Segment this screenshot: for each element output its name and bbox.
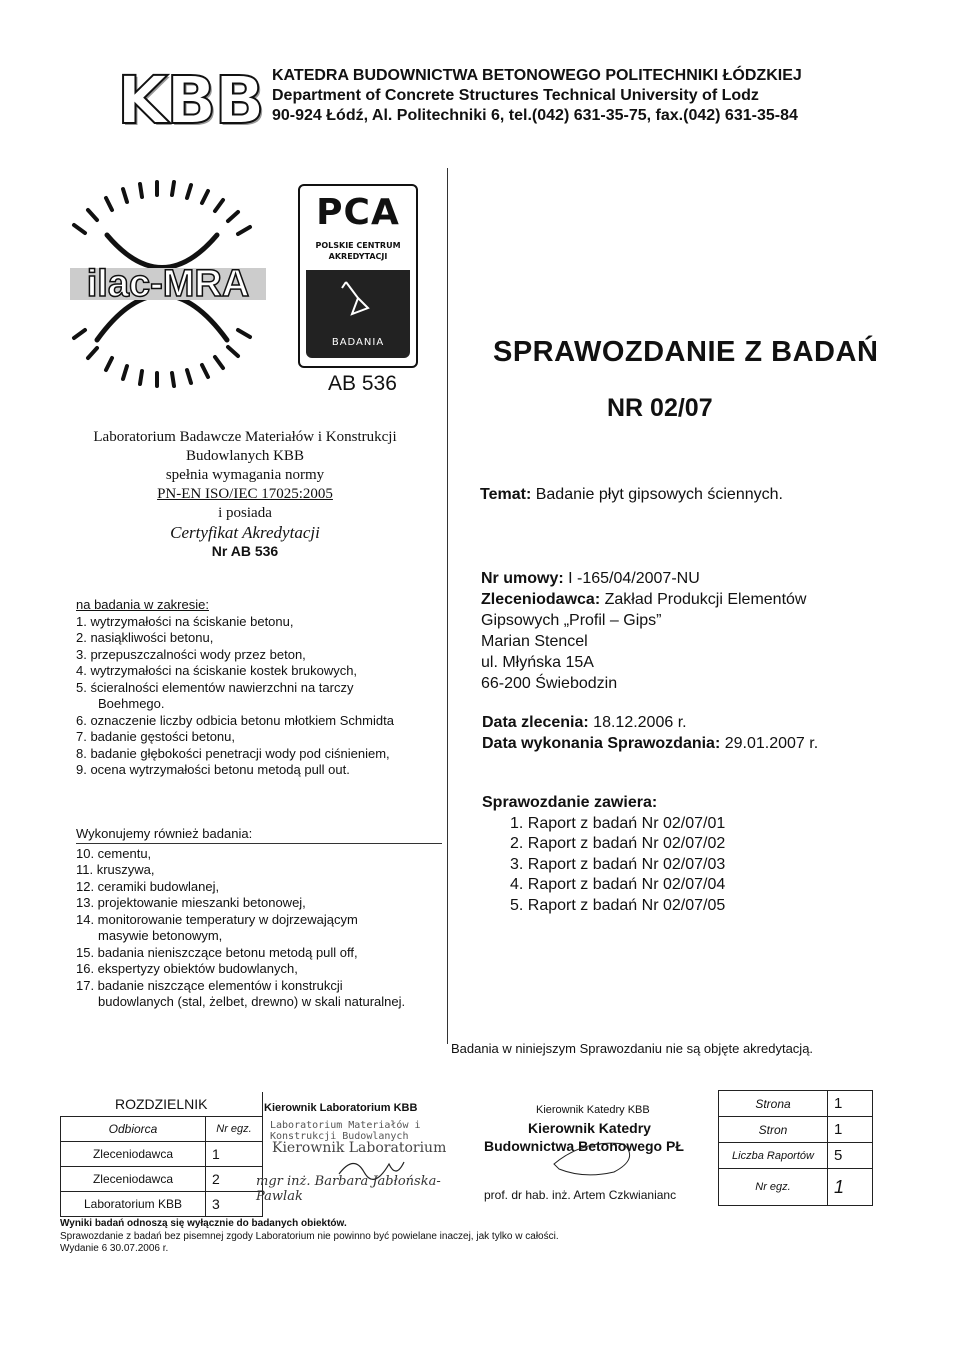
accreditation-note: Badania w niniejszym Sprawozdaniu nie są objęte akredytacją. xyxy=(451,1041,814,1056)
pca-sub-line2: AKREDYTACJI xyxy=(328,252,388,261)
contents-heading: Sprawozdanie zawiera: xyxy=(482,794,658,811)
list-item: 1. wytrzymałości na ściskanie betonu, xyxy=(76,613,294,629)
list-item: 13. projektowanie mieszanki betonowej, xyxy=(76,895,306,910)
ilac-text: ilac-MRA xyxy=(86,263,250,305)
list-item: 12. ceramiki budowlanej, xyxy=(76,878,220,894)
lab-line: i posiada xyxy=(218,505,272,521)
lab-line: Budowlanych KBB xyxy=(186,448,304,464)
order-date-label: Data zlecenia: xyxy=(482,714,589,731)
table-cell: Laboratorium KBB xyxy=(61,1192,206,1217)
table-cell: Zleceniodawca xyxy=(61,1142,206,1167)
meta-label: Strona xyxy=(719,1091,828,1117)
footnote: Wyniki badań odnoszą się wyłącznie do badanych obiektów. xyxy=(60,1218,347,1229)
client-line: Gipsowych „Profil – Gips” xyxy=(481,612,662,629)
institution-header xyxy=(272,66,802,126)
column-divider xyxy=(447,168,448,1044)
lab-certificate: Certyfikat Akredytacji xyxy=(170,523,320,542)
table-row xyxy=(719,1143,873,1169)
footnotes xyxy=(60,1218,559,1256)
meta-label: Liczba Raportów xyxy=(719,1143,828,1169)
pca-badania: BADANIA xyxy=(331,337,385,348)
list-item: budowlanych (stal, żelbet, drewno) w skali naturalnej. xyxy=(98,994,406,1009)
table-row xyxy=(61,1142,263,1167)
order-date-value: 18.12.2006 r. xyxy=(593,714,687,731)
table-cell: Zleceniodawca xyxy=(61,1167,206,1192)
pca-title: PCA xyxy=(316,192,400,233)
list-item: 4. Raport z badań Nr 02/07/04 xyxy=(510,876,726,893)
also-list xyxy=(76,826,442,1011)
list-item: 9. ocena wytrzymałości betonu metodą pull out. xyxy=(76,762,350,777)
distribution-table xyxy=(60,1092,263,1217)
client-line: ul. Młyńska 15A xyxy=(481,654,594,671)
list-item: masywie betonowym, xyxy=(98,928,223,943)
column-header: Nr egz. xyxy=(206,1117,263,1142)
client-label: Zleceniodawca: xyxy=(481,591,601,608)
list-item: 2. nasiąkliwości betonu, xyxy=(76,630,214,645)
subject-label: Temat: xyxy=(480,486,532,503)
lab-standard: PN-EN ISO/IEC 17025:2005 xyxy=(157,486,333,502)
accreditation-number: AB 536 xyxy=(328,372,397,395)
client-value: Zakład Produkcji Elementów xyxy=(604,591,807,608)
flask-icon xyxy=(306,270,410,330)
list-item: 1. Raport z badań Nr 02/07/01 xyxy=(510,814,726,832)
contract-label: Nr umowy: xyxy=(481,570,564,587)
list-item: 5. ścieralności elementów nawierzchni na tarczy xyxy=(76,679,354,695)
table-row xyxy=(61,1167,263,1192)
signature-scribble xyxy=(544,1134,654,1184)
list-item: 2. Raport z badań Nr 02/07/02 xyxy=(510,835,726,852)
report-title: SPRAWOZDANIE Z BADAŃ xyxy=(493,336,879,368)
list-item: 3. Raport z badań Nr 02/07/03 xyxy=(510,855,726,873)
lab-manager-signature xyxy=(256,1094,486,1212)
list-item: 7. badanie gęstości betonu, xyxy=(76,729,236,744)
meta-value: 1 xyxy=(828,1091,873,1117)
list-item: 14. monitorowanie temperatury w dojrzewającym xyxy=(76,911,358,927)
dept-head-signature xyxy=(484,1094,718,1212)
report-subject xyxy=(480,486,783,504)
meta-value: 1 xyxy=(828,1169,873,1206)
list-item: 10. cementu, xyxy=(76,845,152,861)
pca-logo xyxy=(298,184,418,368)
list-item: Boehmego. xyxy=(98,696,165,711)
scope-list xyxy=(76,597,394,779)
report-number: NR 02/07 xyxy=(607,394,713,422)
column-header: Odbiorca xyxy=(61,1117,206,1142)
lab-line: Laboratorium Badawcze Materiałów i Konstrukcji xyxy=(93,429,397,445)
list-item: 4. wytrzymałości na ściskanie kostek brukowych, xyxy=(76,663,358,678)
table-cell: 3 xyxy=(206,1192,263,1217)
ilac-mra-logo xyxy=(52,180,282,390)
dept-head-header: Kierownik Katedry KBB xyxy=(536,1104,650,1116)
meta-value: 1 xyxy=(828,1117,873,1143)
dept-stamp-line: Budownictwa Betonowego PŁ xyxy=(484,1138,684,1154)
client-info xyxy=(481,568,806,694)
table-cell: 1 xyxy=(206,1142,263,1167)
report-contents xyxy=(482,793,725,916)
list-item: 6. oznaczenie liczby odbicia betonu młotkiem Schmidta xyxy=(76,712,394,728)
dept-stamp-line: Kierownik Katedry xyxy=(528,1120,651,1136)
institution-address: 90-924 Łódź, Al. Politechniki 6, tel.(042) 631-35-75, fax.(042) 631-35-84 xyxy=(272,107,798,124)
report-date-value: 29.01.2007 r. xyxy=(724,735,819,752)
lab-certificate-number: Nr AB 536 xyxy=(211,543,279,559)
lab-stamp-line: Kierownik Laboratorium xyxy=(272,1140,447,1156)
list-item: 17. badanie niszczące elementów i konstrukcji xyxy=(76,977,343,993)
lab-manager-header: Kierownik Laboratorium KBB xyxy=(264,1102,418,1114)
meta-label: Nr egz. xyxy=(719,1169,828,1206)
also-heading: Wykonujemy również badania: xyxy=(76,826,442,844)
table-row xyxy=(719,1169,873,1206)
pca-badge xyxy=(306,270,410,358)
list-item: 16. ekspertyzy obiektów budowlanych, xyxy=(76,961,298,976)
list-item: 15. badania nieniszczące betonu metodą pull off, xyxy=(76,944,358,960)
meta-label: Stron xyxy=(719,1117,828,1143)
subject-value: Badanie płyt gipsowych ściennych. xyxy=(535,486,783,503)
institution-name-en: Department of Concrete Structures Technical University of Lodz xyxy=(272,87,759,104)
table-row xyxy=(61,1192,263,1217)
distribution-title: ROZDZIELNIK xyxy=(61,1092,263,1117)
list-item: 3. przepuszczalności wody przez beton, xyxy=(76,646,306,662)
lab-line: spełnia wymagania normy xyxy=(165,467,325,483)
institution-name-pl: KATEDRA BUDOWNICTWA BETONOWEGO POLITECHNIKI ŁÓDZKIEJ xyxy=(272,67,802,84)
dept-head-name: prof. dr hab. inż. Artem Czkwianianc xyxy=(484,1188,677,1202)
footnote: Sprawozdanie z badań bez pisemnej zgody Laboratorium nie powinno być powielane inaczej, jak tylko w całości. xyxy=(60,1230,559,1242)
report-dates xyxy=(482,712,818,754)
pca-subtitle xyxy=(300,240,416,262)
report-meta-table xyxy=(718,1090,873,1206)
lab-accreditation xyxy=(60,428,430,561)
list-item: 11. kruszywa, xyxy=(76,862,155,877)
table-row xyxy=(719,1117,873,1143)
contract-value: I -165/04/2007-NU xyxy=(568,570,700,587)
list-item: 8. badanie głębokości penetracji wody pod ciśnieniem, xyxy=(76,745,390,761)
list-item: 5. Raport z badań Nr 02/07/05 xyxy=(510,896,726,914)
table-row xyxy=(719,1091,873,1117)
client-line: 66-200 Świebodzin xyxy=(481,675,618,692)
scope-heading: na badania w zakresie: xyxy=(76,597,209,612)
client-line: Marian Stencel xyxy=(481,633,588,650)
report-date-label: Data wykonania Sprawozdania: xyxy=(482,735,721,752)
kbb-logo: KBB xyxy=(117,62,263,139)
meta-value: 5 xyxy=(828,1143,873,1169)
lab-stamp-line: Laboratorium Materiałów i Konstrukcji Budowlanych xyxy=(270,1120,421,1142)
lab-manager-name: mgr inż. Barbara Jabłońska-Pawlak xyxy=(256,1174,441,1204)
footnote: Wydanie 6 30.07.2006 r. xyxy=(60,1243,169,1254)
pca-sub-line1: POLSKIE CENTRUM xyxy=(315,241,401,250)
table-cell: 2 xyxy=(206,1167,263,1192)
